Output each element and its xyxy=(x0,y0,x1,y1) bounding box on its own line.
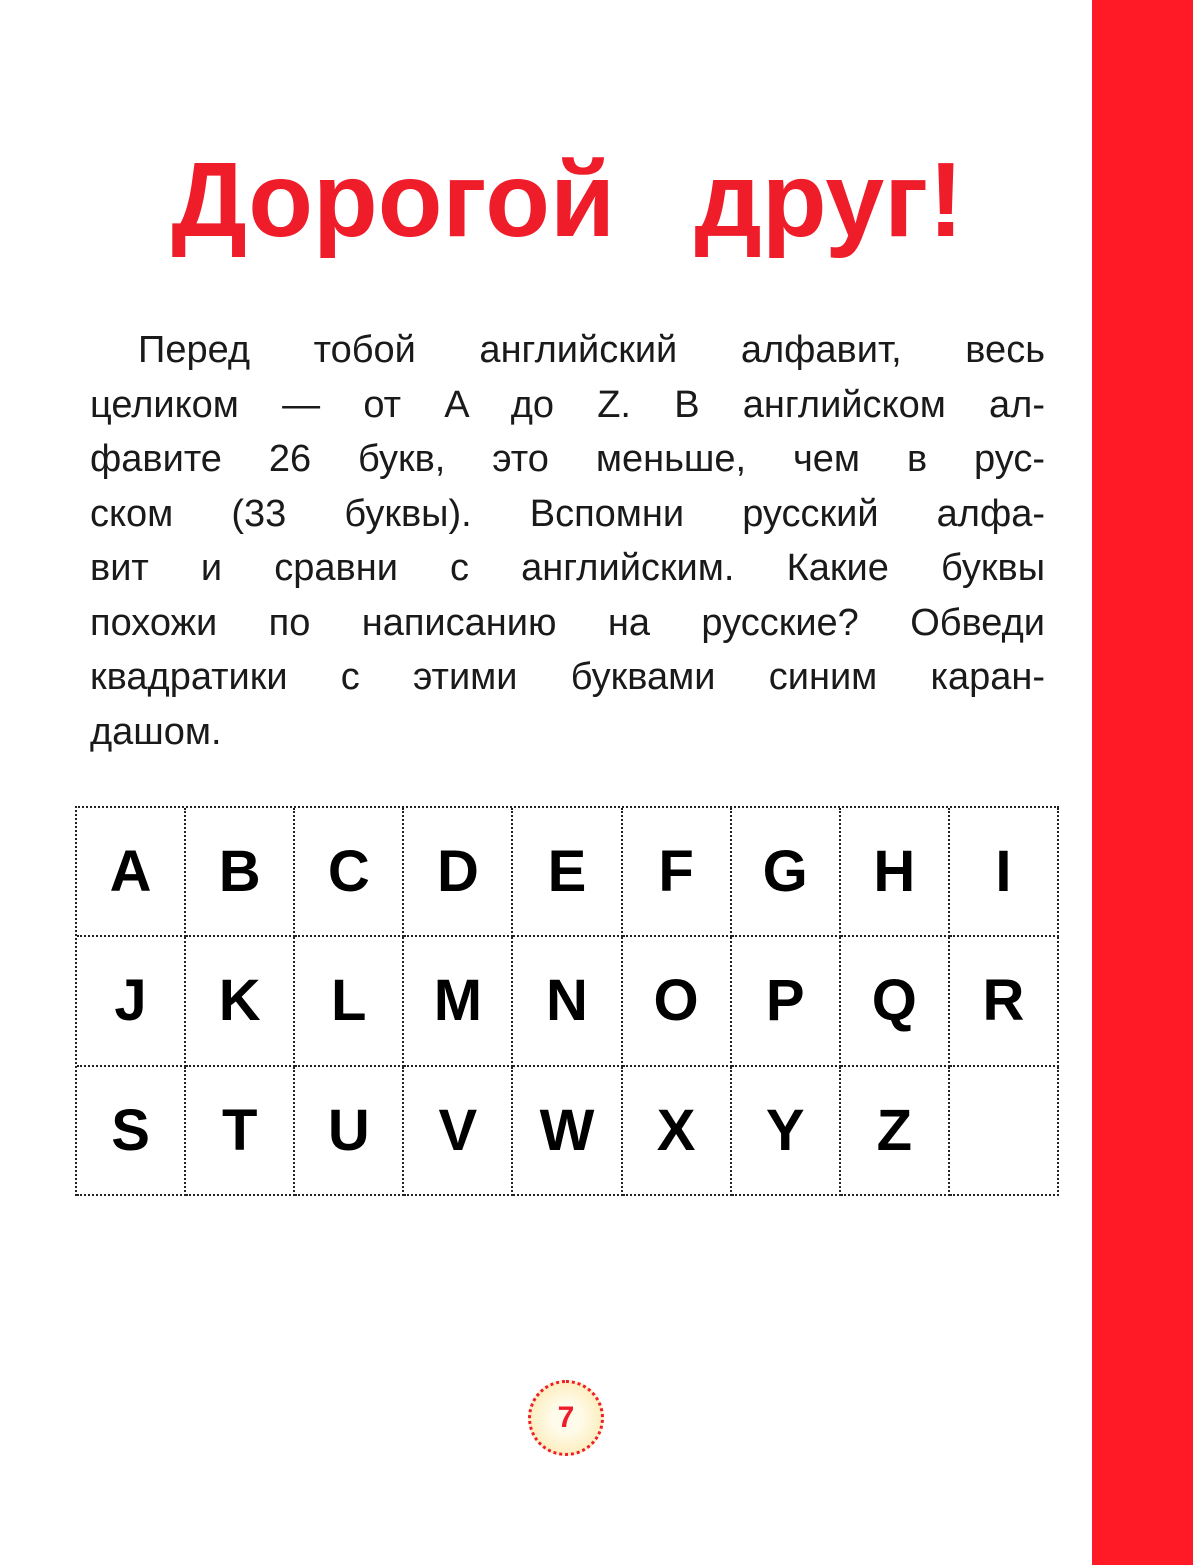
letter-cell[interactable]: J xyxy=(77,937,186,1066)
intro-line: вит и сравни с английским. Какие буквы xyxy=(90,547,1045,589)
intro-line: похожи по написанию на русские? Обведи xyxy=(90,601,1045,644)
intro-line: фавите 26 букв, это меньше, чем в рус- xyxy=(90,438,1045,480)
intro-line: квадратики с этими буквами синим каран- xyxy=(90,656,1045,698)
letter-cell[interactable]: H xyxy=(841,808,950,937)
intro-line: целиком — от A до Z. В английском ал- xyxy=(90,383,1045,426)
letter-cell[interactable]: K xyxy=(186,937,295,1066)
letter-cell[interactable]: O xyxy=(623,937,732,1066)
letter-cell[interactable]: Z xyxy=(841,1067,950,1196)
letter-cell[interactable]: E xyxy=(513,808,622,937)
page-title: Дорогой друг! xyxy=(171,141,964,259)
letter-cell[interactable]: B xyxy=(186,808,295,937)
intro-line: дашом. xyxy=(90,710,222,753)
letter-cell[interactable]: L xyxy=(295,937,404,1066)
letter-cell[interactable]: V xyxy=(404,1067,513,1196)
letter-cell[interactable]: U xyxy=(295,1067,404,1196)
letter-cell[interactable]: T xyxy=(186,1067,295,1196)
letter-cell[interactable]: Q xyxy=(841,937,950,1066)
letter-cell[interactable]: N xyxy=(513,937,622,1066)
intro-line: Перед тобой английский алфавит, весь xyxy=(138,329,1045,371)
alphabet-grid xyxy=(75,806,1059,1196)
letter-cell[interactable]: G xyxy=(732,808,841,937)
letter-cell[interactable]: W xyxy=(513,1067,622,1196)
letter-cell[interactable]: M xyxy=(404,937,513,1066)
letter-cell[interactable]: S xyxy=(77,1067,186,1196)
intro-paragraph xyxy=(90,323,1045,759)
side-color-band xyxy=(1092,0,1193,1565)
letter-cell[interactable]: A xyxy=(77,808,186,937)
letter-cell[interactable]: F xyxy=(623,808,732,937)
letter-cell[interactable]: X xyxy=(623,1067,732,1196)
letter-cell[interactable]: D xyxy=(404,808,513,937)
letter-cell[interactable]: C xyxy=(295,808,404,937)
letter-cell[interactable]: R xyxy=(950,937,1059,1066)
letter-cell[interactable]: P xyxy=(732,937,841,1066)
empty-cell[interactable] xyxy=(950,1067,1059,1196)
intro-line: ском (33 буквы). Вспомни русский алфа- xyxy=(90,492,1045,535)
letter-cell[interactable]: Y xyxy=(732,1067,841,1196)
page-number-badge: 7 xyxy=(528,1380,604,1456)
letter-cell[interactable]: I xyxy=(950,808,1059,937)
